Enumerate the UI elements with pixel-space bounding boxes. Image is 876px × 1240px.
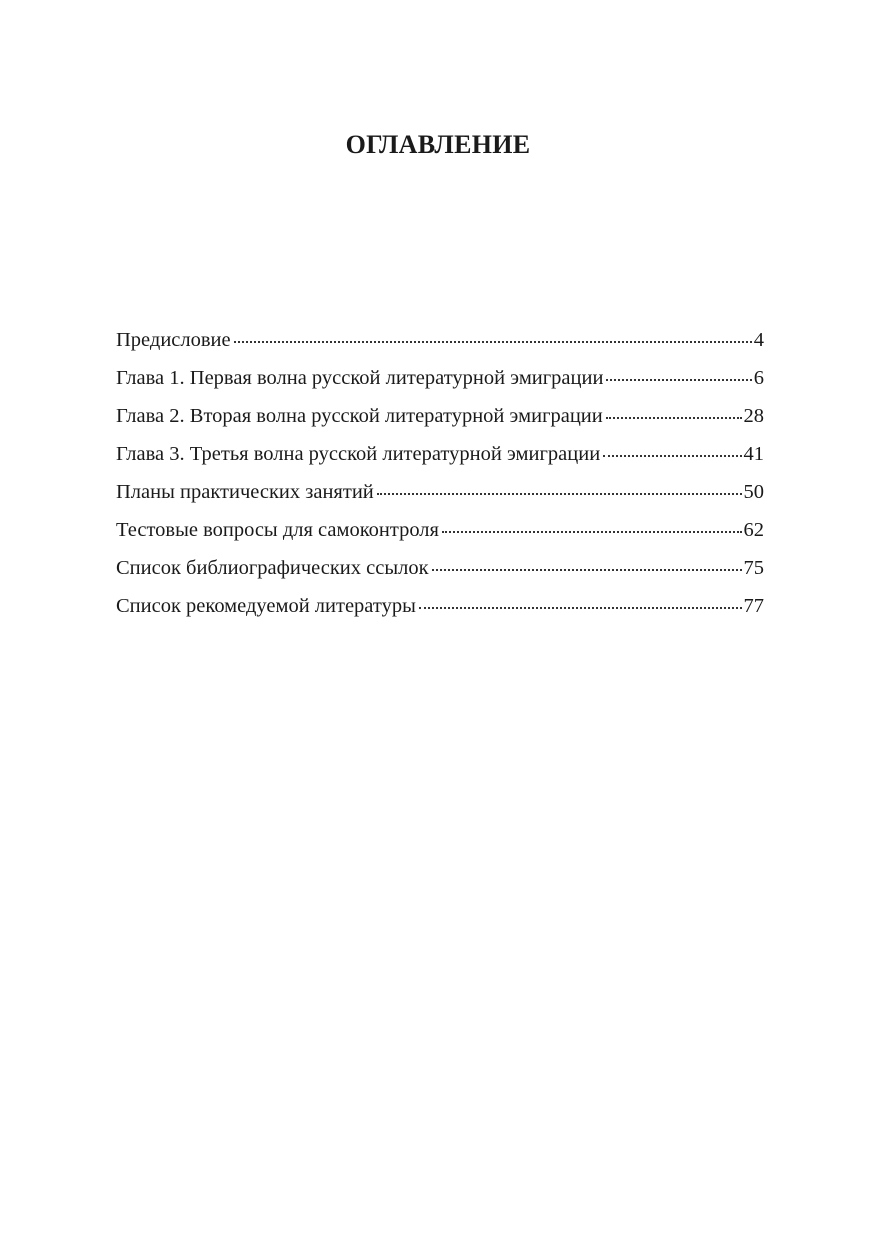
toc-entry-title: Планы практических занятий [116, 481, 374, 503]
toc-dot-leader [432, 554, 742, 574]
toc-entry-title: Список библиографических ссылок [116, 557, 429, 579]
toc-entry-title: Глава 3. Третья волна русской литературной эмиграции [116, 443, 601, 465]
toc-entry-bibliography[interactable] [116, 553, 764, 591]
toc-dot-leader [442, 516, 742, 536]
toc-entry-title: Список рекомедуемой литературы [116, 595, 416, 617]
toc-entry-title: Глава 1. Первая волна русской литературной эмиграции [116, 367, 604, 389]
toc-entry-page-number: 4 [753, 329, 764, 351]
toc-entry-recommended-literature[interactable] [116, 591, 764, 629]
toc-dot-leader [419, 592, 742, 612]
toc-entry-page-number: 62 [743, 519, 764, 541]
toc-entry-page-number: 28 [743, 405, 764, 427]
toc-entry-page-number: 77 [743, 595, 764, 617]
toc-dot-leader [606, 402, 742, 422]
toc-entry-test-questions[interactable] [116, 515, 764, 553]
toc-entry-page-number: 50 [743, 481, 764, 503]
toc-dot-leader [234, 326, 752, 346]
toc-entry-title: Глава 2. Вторая волна русской литературной эмиграции [116, 405, 603, 427]
toc-entry-chapter-1[interactable] [116, 363, 764, 401]
toc-entry-page-number: 6 [753, 367, 764, 389]
toc-entry-chapter-3[interactable] [116, 439, 764, 477]
toc-dot-leader [606, 364, 751, 384]
toc-entry-preface[interactable] [116, 325, 764, 363]
toc-dot-leader [603, 440, 741, 460]
toc-entry-page-number: 75 [743, 557, 764, 579]
toc-entry-chapter-2[interactable] [116, 401, 764, 439]
toc-entry-practical-plans[interactable] [116, 477, 764, 515]
table-of-contents [116, 325, 764, 629]
toc-dot-leader [377, 478, 742, 498]
toc-entry-page-number: 41 [743, 443, 764, 465]
toc-entry-title: Предисловие [116, 329, 231, 351]
page-title: ОГЛАВЛЕНИЕ [345, 130, 531, 160]
toc-entry-title: Тестовые вопросы для самоконтроля [116, 519, 439, 541]
